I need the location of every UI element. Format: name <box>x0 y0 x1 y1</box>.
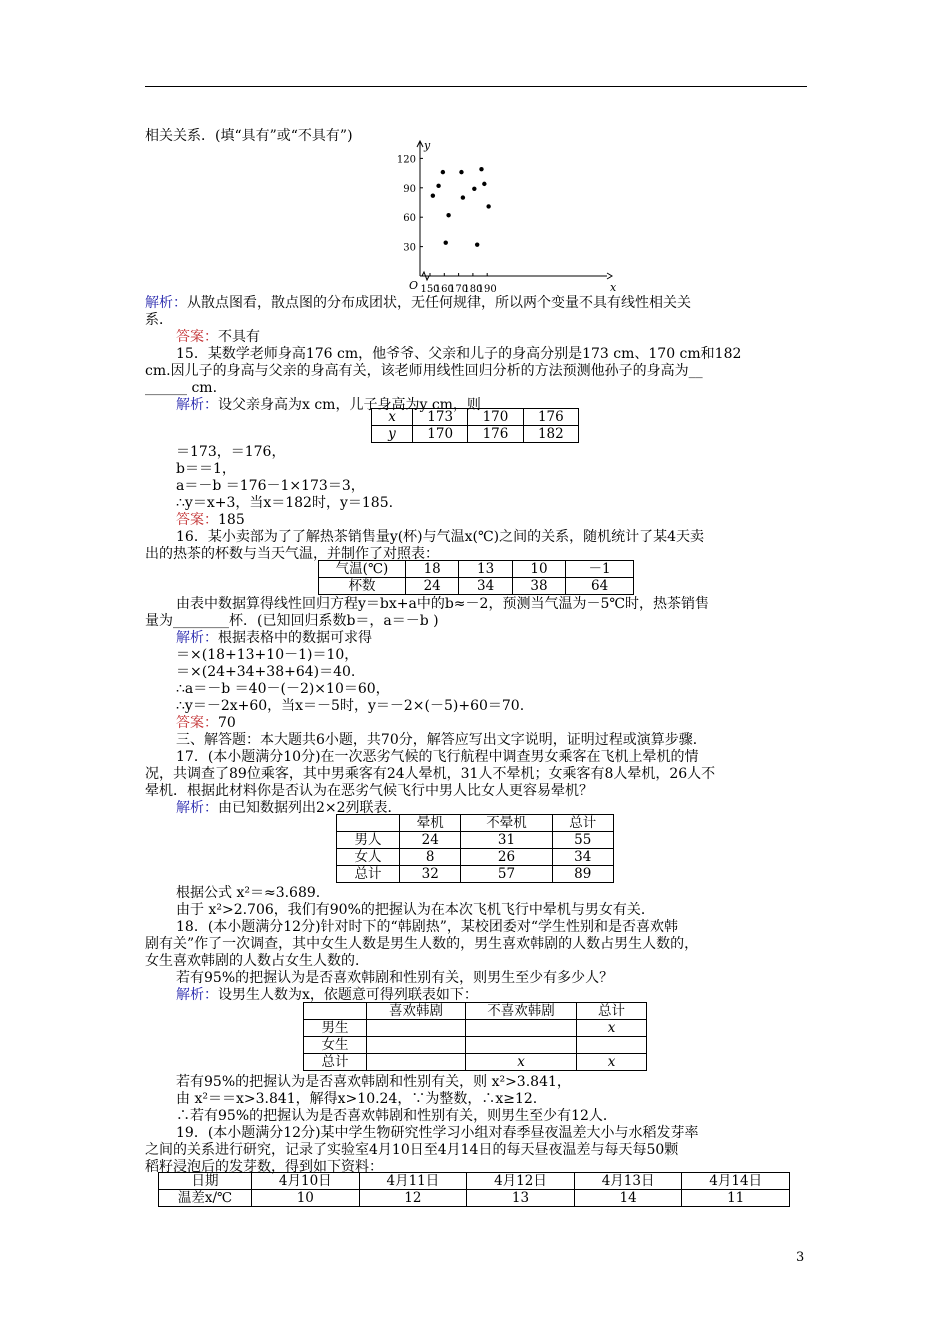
table-cell: 26 <box>461 849 552 866</box>
data-point <box>486 204 490 208</box>
table-cell: 温差x/℃ <box>159 1190 252 1207</box>
text-line: 晕机．根据此材料你是否认为在恶劣气候飞行中男人比女人更容易晕机？ <box>145 783 593 799</box>
x-tick-label: 160 <box>434 284 454 295</box>
text-line: ∴y＝x+3，当x＝182时，y＝185. <box>176 495 394 511</box>
table-cell: 总计 <box>304 1054 367 1071</box>
table-cell: 64 <box>566 578 634 595</box>
table-cell: 173 <box>413 409 468 426</box>
x-axis-label: x <box>610 281 617 294</box>
text-line: 况，共调查了89位乘客，其中男乘客有24人晕机，31人不晕机；女乘客有8人晕机，26人不 <box>145 766 716 782</box>
table-cell <box>367 1054 466 1071</box>
x-axis-arrow <box>607 273 612 279</box>
table-cell: 11 <box>682 1190 790 1207</box>
table-cell: 55 <box>552 832 613 849</box>
text-line: 女生喜欢韩剧的人数占女生人数的． <box>145 953 369 969</box>
y-tick-label: 30 <box>403 242 416 254</box>
text-line: 17．(本小题满分10分)在一次恶劣气候的飞行航程中调查男女乘客在飞机上晕机的情 <box>176 749 699 765</box>
table-cell: 气温(℃) <box>319 561 406 578</box>
table-cell: 4月13日 <box>574 1173 682 1190</box>
table-cell: 女人 <box>337 849 400 866</box>
table-cell: 24 <box>406 578 459 595</box>
table-cell: 4月11日 <box>359 1173 467 1190</box>
text-line: 若有95%的把握认为是否喜欢韩剧和性别有关，则男生至少有多少人？ <box>176 970 614 986</box>
x-tick-label: 190 <box>477 284 497 295</box>
analysis-label: 解析： <box>176 987 218 1003</box>
text-line: 若有95%的把握认为是否喜欢韩剧和性别有关，则 x²>3.841， <box>176 1074 571 1090</box>
table-cell: 13 <box>467 1190 575 1207</box>
y-axis-label: y <box>424 139 431 152</box>
text-line: 由于 x²>2.706，我们有90%的把握认为在本次飞机飞行中晕机与男女有关． <box>176 902 655 918</box>
text-line: ∴a＝－b ＝40－(－2)×10＝60， <box>176 681 390 697</box>
table-cell <box>337 815 400 832</box>
table-cell: 12 <box>359 1190 467 1207</box>
table-cell: x <box>577 1020 647 1037</box>
table-cell: 34 <box>459 578 512 595</box>
table-cell: 18 <box>406 561 459 578</box>
data-point <box>444 240 448 244</box>
text-line: 设男生人数为x，依题意可得列联表如下： <box>218 987 478 1003</box>
answer-value: 70 <box>218 715 236 731</box>
table-cell: 32 <box>400 866 461 883</box>
answer-label: 答案： <box>176 715 218 731</box>
table-cell: 男人 <box>337 832 400 849</box>
table-cell: 晕机 <box>400 815 461 832</box>
text-line: 18．(本小题满分12分)针对时下的“韩剧热”，某校团委对“学生性别和是否喜欢韩 <box>176 919 679 935</box>
data-point <box>475 242 479 246</box>
y-tick-label: 120 <box>396 154 416 166</box>
x-tick-label: 170 <box>449 284 469 295</box>
table-cell <box>304 1003 367 1020</box>
table-cell: 170 <box>468 409 523 426</box>
x-tick-label: 180 <box>463 284 483 295</box>
table-cell: 不喜欢韩剧 <box>466 1003 577 1020</box>
text-line: 出的热茶的杯数与当天气温，并制作了对照表： <box>145 546 439 562</box>
table-cell: 喜欢韩剧 <box>367 1003 466 1020</box>
y-tick-label: 90 <box>403 183 416 195</box>
text-line: cm.因儿子的身高与父亲的身高有关，该老师用线性回归分析的方法预测他孙子的身高为__ <box>145 363 703 379</box>
table-cell: 总计 <box>577 1003 647 1020</box>
table-cell: 4月10日 <box>252 1173 360 1190</box>
table-cell: x <box>372 409 413 426</box>
text-line: 量为________杯．(已知回归系数b＝，a＝－b ) <box>145 613 439 629</box>
analysis-label: 解析： <box>176 800 218 816</box>
table-cell: 31 <box>461 832 552 849</box>
text-line: 系． <box>145 312 173 328</box>
data-point <box>436 184 440 188</box>
table-cell: 不晕机 <box>461 815 552 832</box>
text-line: ∴y＝－2x+60，当x＝－5时，y＝－2×(－5)+60＝70. <box>176 698 525 714</box>
table-cell: 24 <box>400 832 461 849</box>
text-line: 由已知数据列出2×2列联表． <box>218 800 402 816</box>
data-point <box>461 195 465 199</box>
text-line: 由 x²＝＝x>3.841，解得x>10.24，∵为整数，∴x≥12. <box>176 1091 538 1107</box>
table-cell: 10 <box>512 561 565 578</box>
text-line: b＝＝1， <box>176 461 236 477</box>
table-cell <box>367 1037 466 1054</box>
text-line: ∴若有95%的把握认为是否喜欢韩剧和性别有关，则男生至少有12人． <box>176 1108 617 1124</box>
analysis-label: 解析： <box>176 630 218 646</box>
text-line: ＝×(24+34+38+64)＝40. <box>176 664 356 680</box>
table-cell: 8 <box>400 849 461 866</box>
text-line: ＝×(18+13+10－1)＝10， <box>176 647 359 663</box>
table-cell: y <box>372 426 413 443</box>
table-cell: 4月14日 <box>682 1173 790 1190</box>
table-cell: 176 <box>468 426 523 443</box>
answer-label: 答案： <box>176 512 218 528</box>
text-line: ______ cm. <box>145 380 218 396</box>
table-cell: －1 <box>566 561 634 578</box>
table-cell: 日期 <box>159 1173 252 1190</box>
table-cell: 38 <box>512 578 565 595</box>
text-line: 三、解答题：本大题共6小题，共70分，解答应写出文字说明，证明过程或演算步骤． <box>176 732 707 748</box>
text-line: 稻籽浸泡后的发芽数，得到如下资料： <box>145 1159 383 1175</box>
heights-table <box>371 408 579 443</box>
text-line: 19．(本小题满分12分)某中学生物研究性学习小组对春季昼夜温差大小与水稻发芽率 <box>176 1125 699 1141</box>
text-line: ＝173，＝176， <box>176 444 286 460</box>
table-cell: 89 <box>552 866 613 883</box>
text-line: a＝－b ＝176－1×173＝3， <box>176 478 365 494</box>
table-cell: 总计 <box>337 866 400 883</box>
table-cell: 34 <box>552 849 613 866</box>
answer-value: 185 <box>218 512 245 528</box>
text-line: 由表中数据算得线性回归方程y＝bx+a中的b≈－2，预测当气温为－5℃时，热茶销售 <box>176 596 710 612</box>
table-cell <box>367 1020 466 1037</box>
drama-table <box>303 1002 647 1071</box>
table-cell: 总计 <box>552 815 613 832</box>
table-cell: 14 <box>574 1190 682 1207</box>
data-point <box>482 182 486 186</box>
analysis-label: 解析： <box>145 295 187 311</box>
answer-value: 不具有 <box>218 329 260 345</box>
airsick-table <box>336 814 614 883</box>
data-point <box>472 187 476 191</box>
text-line: 15．某数学老师身高176 cm，他爷爷、父亲和儿子的身高分别是173 cm、170 cm和182 <box>176 346 742 362</box>
table-cell: 57 <box>461 866 552 883</box>
text-line: 根据表格中的数据可求得 <box>218 630 372 646</box>
answer-label: 答案： <box>176 329 218 345</box>
scatter-plot <box>385 136 615 294</box>
text-line: 剧有关”作了一次调查，其中女生人数是男生人数的，男生喜欢韩剧的人数占男生人数的， <box>145 936 699 952</box>
temperature-table <box>158 1172 790 1207</box>
y-tick-label: 60 <box>403 213 416 225</box>
table-cell <box>577 1037 647 1054</box>
data-point <box>431 193 435 197</box>
table-cell: 4月12日 <box>467 1173 575 1190</box>
table-cell: x <box>577 1054 647 1071</box>
x-tick-label: 150 <box>420 284 440 295</box>
text-line: 16．某小卖部为了了解热茶销售量y(杯)与气温x(℃)之间的关系，随机统计了某4天卖 <box>176 529 705 545</box>
data-point <box>441 170 445 174</box>
text-line: 相关关系．(填“具有”或“不具有”) <box>145 128 353 144</box>
table-cell <box>466 1020 577 1037</box>
text-line: 根据公式 x²＝≈3.689. <box>176 885 321 901</box>
table-cell: 女生 <box>304 1037 367 1054</box>
page-number: 3 <box>796 1250 805 1265</box>
analysis-label: 解析： <box>176 397 218 413</box>
table-cell <box>466 1037 577 1054</box>
data-point <box>446 213 450 217</box>
table-cell: 13 <box>459 561 512 578</box>
table-cell: x <box>466 1054 577 1071</box>
text-line: 从散点图看，散点图的分布成团状，无任何规律，所以两个变量不具有线性相关关 <box>187 295 691 311</box>
table-cell: 10 <box>252 1190 360 1207</box>
table-cell: 男生 <box>304 1020 367 1037</box>
text-line: 之间的关系进行研究，记录了实验室4月10日至4月14日的每天昼夜温差与每天每50颗 <box>145 1142 679 1158</box>
table-cell: 杯数 <box>319 578 406 595</box>
origin-label: O <box>409 279 419 292</box>
text-line: 设父亲身高为x cm，儿子身高为y cm，则 <box>218 397 481 413</box>
table-cell: 182 <box>523 426 578 443</box>
data-point <box>479 167 483 171</box>
table-cell: 170 <box>413 426 468 443</box>
tea-table <box>318 560 634 595</box>
data-point <box>459 170 463 174</box>
header-rule <box>145 86 807 87</box>
table-cell: 176 <box>523 409 578 426</box>
